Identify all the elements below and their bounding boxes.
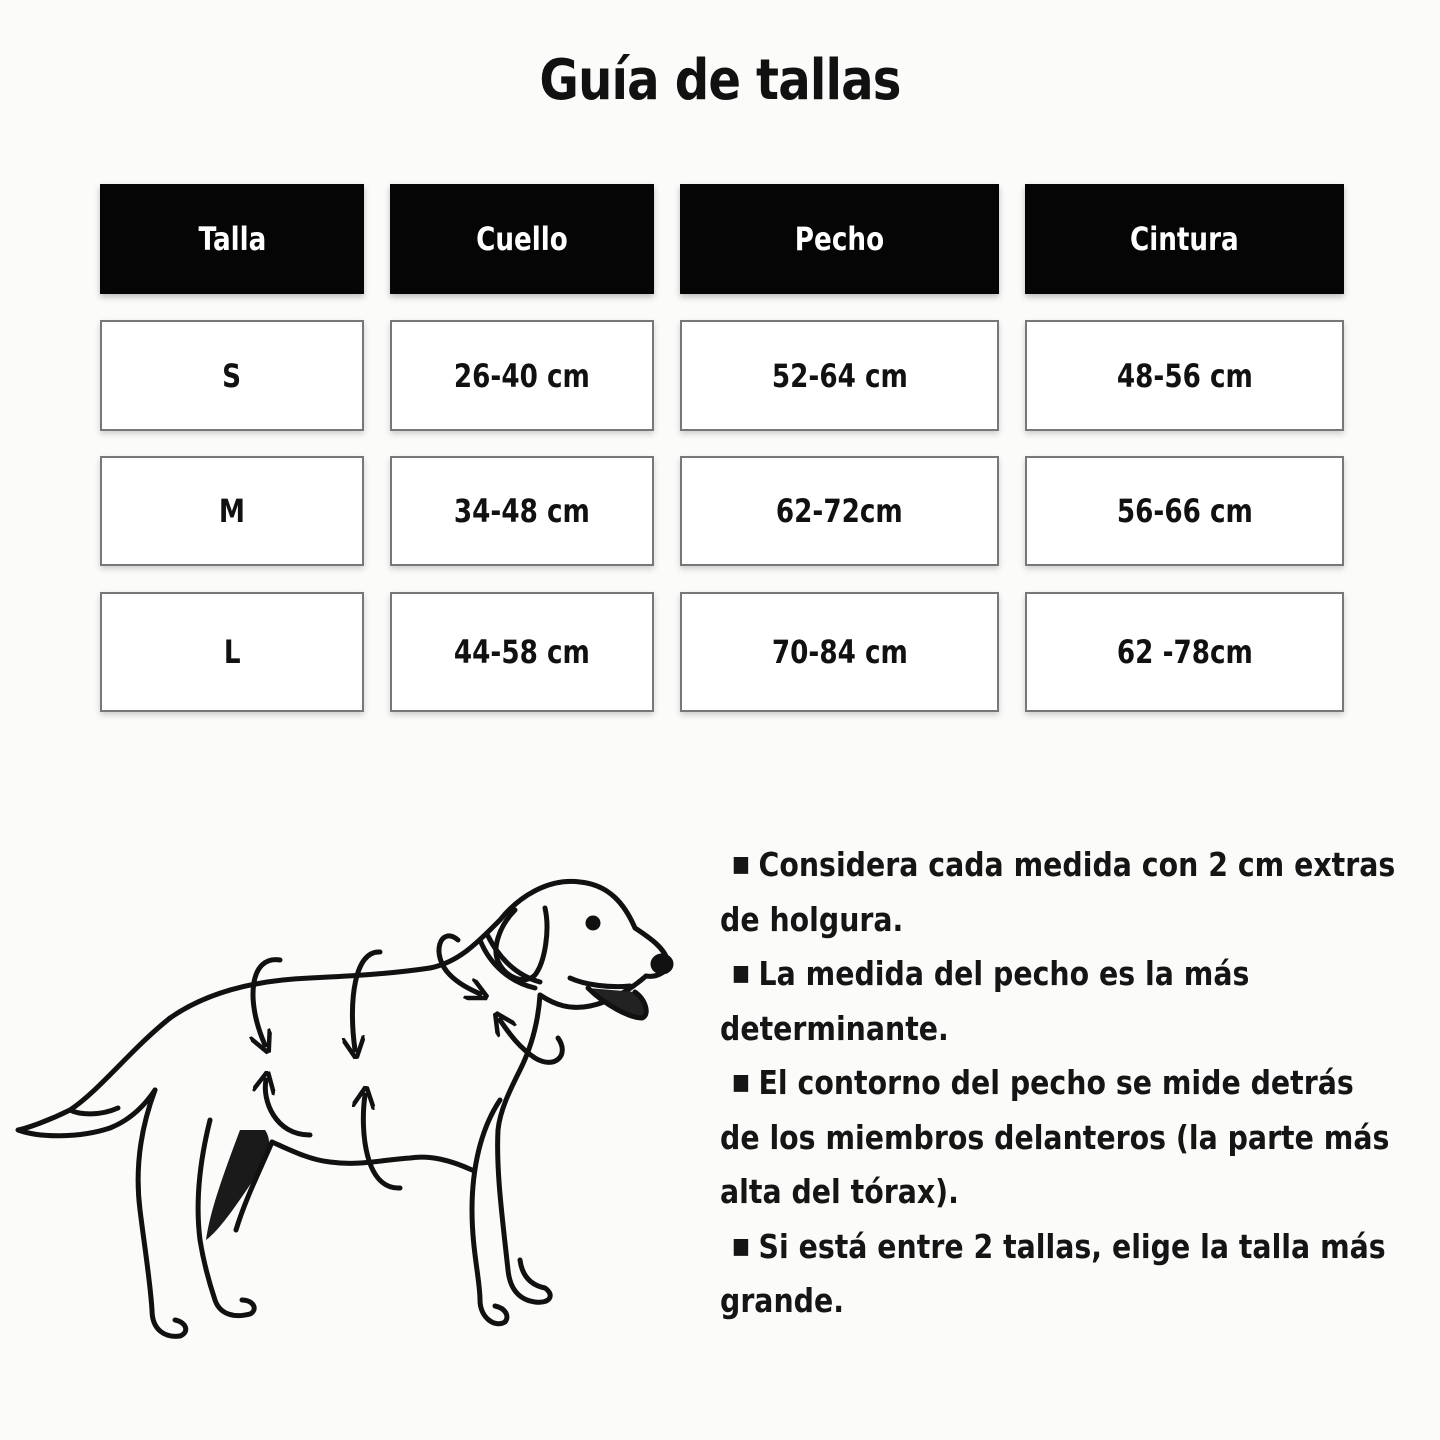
bullet-icon: ■ (732, 1233, 750, 1259)
header-cintura: Cintura (1025, 184, 1344, 294)
bullet-icon: ■ (732, 1070, 750, 1095)
bullet-icon: ■ (732, 961, 750, 986)
table-cell-size: S (100, 320, 364, 431)
table-cell-chest: 70-84 cm (680, 592, 999, 712)
table-cell-neck: 44-58 cm (390, 592, 654, 712)
table-cell-waist: 62 -78cm (1025, 592, 1344, 712)
header-pecho: Pecho (680, 184, 999, 294)
table-cell-size: M (100, 456, 364, 566)
table-cell-waist: 48-56 cm (1025, 320, 1344, 431)
list-item: ■ El contorno del pecho se mide detrás de los miembros delanteros (la parte más alta del tórax). (720, 1056, 1399, 1220)
table-cell-chest: 52-64 cm (680, 320, 999, 431)
list-item: ■ La medida del pecho es la más determinante. (720, 947, 1399, 1056)
header-cuello: Cuello (390, 184, 654, 294)
dog-measurement-illustration-icon (10, 870, 690, 1360)
table-cell-size: L (100, 592, 364, 712)
list-item: ■ Considera cada medida con 2 cm extras de holgura. (720, 838, 1399, 947)
header-talla: Talla (100, 184, 364, 294)
notes-list (720, 838, 1420, 1329)
table-cell-chest: 62-72cm (680, 456, 999, 566)
bullet-icon: ■ (732, 852, 750, 877)
table-cell-neck: 26-40 cm (390, 320, 654, 431)
table-cell-waist: 56-66 cm (1025, 456, 1344, 566)
list-item: ■ Si está entre 2 tallas, elige la talla más grande. (720, 1220, 1399, 1329)
table-cell-neck: 34-48 cm (390, 456, 654, 566)
page-title: Guía de tallas (539, 48, 901, 113)
